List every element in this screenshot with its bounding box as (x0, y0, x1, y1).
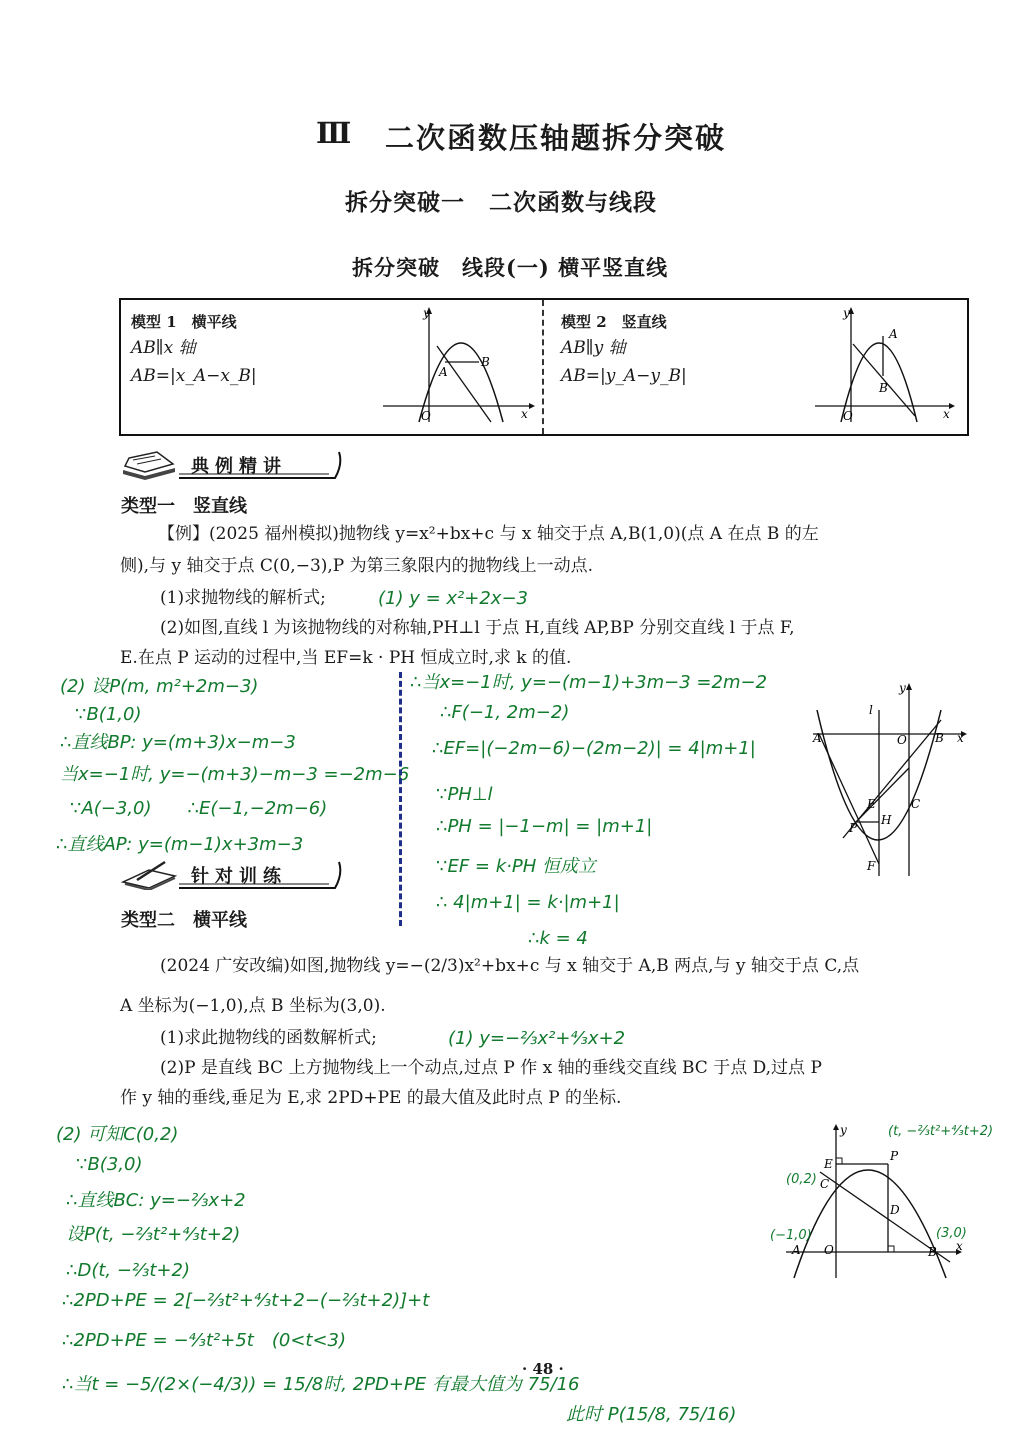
hw1-left-5: ∴直线AP: y=(m−1)x+3m−3 (56, 834, 304, 855)
model1-title: 模型 1 横平线 (131, 313, 237, 331)
type2-line2: A 坐标为(−1,0),点 B 坐标为(3,0). (120, 996, 386, 1016)
chapter-roman: Ⅲ (316, 116, 354, 150)
svg-text:O: O (824, 1243, 834, 1257)
svg-text:O: O (897, 733, 907, 747)
type2-figure (770, 1122, 970, 1282)
hw2-0: (2) 可知C(0,2) (56, 1124, 179, 1145)
hw1-right-0: ∴当x=−1时, y=−(m−1)+3m−3 =2m−2 (410, 672, 768, 693)
type1-figure (805, 680, 975, 880)
svg-text:l: l (869, 703, 873, 717)
svg-text:O: O (843, 409, 853, 423)
svg-text:y: y (423, 306, 430, 320)
model2-title: 模型 2 竖直线 (561, 313, 667, 331)
model-divider (542, 300, 544, 434)
svg-text:B: B (935, 731, 944, 745)
type2-fig-p-coord: (t, −⅔t²+⁴⁄₃t+2) (888, 1124, 994, 1139)
section-title: 拆分突破 线段(一) 横平竖直线 (352, 255, 669, 280)
hw1-right-4: ∴PH = |−1−m| = |m+1| (436, 816, 653, 837)
type1-line2: 侧),与 y 轴交于点 C(0,−3),P 为第三象限内的抛物线上一动点. (120, 556, 594, 576)
svg-text:x: x (943, 407, 950, 421)
type1-heading: 类型一 竖直线 (121, 496, 247, 517)
svg-text:y: y (840, 1123, 847, 1137)
svg-text:D: D (890, 1203, 900, 1217)
svg-text:O: O (421, 409, 431, 423)
type1-answer1: (1) y = x²+2x−3 (378, 588, 528, 609)
hw2-8: 此时 P(15/8, 75/16) (566, 1404, 737, 1425)
svg-text:P: P (890, 1149, 899, 1163)
hw2-3: 设P(t, −⅔t²+⁴⁄₃t+2) (66, 1224, 241, 1245)
svg-text:B: B (481, 355, 490, 369)
training-banner (119, 856, 349, 892)
model1-figure (379, 304, 539, 426)
pen-icon (119, 856, 179, 890)
hw1-right-3: ∵PH⊥l (436, 784, 493, 805)
hw1-right-5: ∵EF = k·PH 恒成立 (436, 856, 596, 877)
type2-q1: (1)求此抛物线的函数解析式; (160, 1028, 377, 1048)
svg-text:H: H (881, 813, 892, 827)
type2-fig-b-coord: (3,0) (936, 1226, 967, 1241)
svg-text:B: B (879, 381, 888, 395)
hw-divider (399, 672, 402, 926)
svg-text:A: A (792, 1243, 801, 1257)
page-number: · 48 · (522, 1360, 564, 1378)
svg-text:y: y (843, 306, 850, 320)
type2-line1: (2024 广安改编)如图,抛物线 y=−(2/3)x²+bx+c 与 x 轴交于 A,B 两点,与 y 轴交于点 C,点 (160, 956, 860, 976)
page-title: 二次函数压轴题拆分突破 (385, 121, 727, 155)
type1-q2a: (2)如图,直线 l 为该抛物线的对称轴,PH⊥l 于点 H,直线 AP,BP 分别交直线 l 于点 F, (160, 618, 795, 638)
type1-q1: (1)求抛物线的解析式; (160, 588, 326, 608)
svg-text:x: x (521, 407, 528, 421)
model1-line1: AB∥x 轴 (131, 338, 196, 358)
type1-q2b: E.在点 P 运动的过程中,当 EF=k · PH 恒成立时,求 k 的值. (120, 648, 572, 668)
hw1-left-3: 当x=−1时, y=−(m+3)−m−3 =−2m−6 (60, 764, 410, 785)
hw1-left-1: ∵B(1,0) (75, 704, 142, 725)
svg-text:x: x (957, 731, 964, 745)
hw1-left-4: ∵A(−3,0) ∴E(−1,−2m−6) (70, 798, 328, 819)
svg-text:y: y (899, 681, 906, 695)
model-box (119, 298, 969, 436)
hw1-right-2: ∴EF=|(−2m−6)−(2m−2)| = 4|m+1| (432, 738, 756, 759)
svg-text:E: E (824, 1157, 833, 1171)
page-subtitle: 拆分突破一 二次函数与线段 (345, 189, 657, 216)
svg-text:P: P (849, 821, 858, 835)
svg-text:B: B (928, 1245, 937, 1259)
type2-heading: 类型二 横平线 (121, 910, 247, 931)
training-title: 针对训练 (191, 866, 287, 887)
svg-text:E: E (867, 797, 876, 811)
svg-text:A: A (889, 327, 898, 341)
type2-fig-a-coord: (−1,0) (770, 1228, 812, 1243)
model2-line2: AB=|y_A−y_B| (561, 366, 687, 386)
svg-text:C: C (911, 797, 921, 811)
svg-text:C: C (820, 1177, 830, 1191)
book-icon (119, 446, 179, 480)
hw2-5: ∴2PD+PE = 2[−⅔t²+⁴⁄₃t+2−(−⅔t+2)]+t (62, 1290, 430, 1311)
model2-line1: AB∥y 轴 (561, 338, 626, 358)
hw1-left-2: ∴直线BP: y=(m+3)x−m−3 (60, 732, 296, 753)
examples-title: 典例精讲 (191, 456, 287, 477)
svg-text:F: F (867, 859, 876, 873)
svg-text:x: x (956, 1239, 963, 1253)
type2-q2a: (2)P 是直线 BC 上方抛物线上一个动点,过点 P 作 x 轴的垂线交直线 BC 于点 D,过点 P (160, 1058, 822, 1078)
hw2-7: ∴当t = −5/(2×(−4/3)) = 15/8时, 2PD+PE 有最大值为 75/16 (62, 1374, 580, 1395)
hw1-right-1: ∴F(−1, 2m−2) (440, 702, 570, 723)
hw1-right-7: ∴k = 4 (528, 928, 588, 949)
examples-banner (119, 446, 349, 482)
type1-line1: 【例】(2025 福州模拟)抛物线 y=x²+bx+c 与 x 轴交于点 A,B(1,0)(点 A 在点 B 的左 (158, 524, 819, 544)
hw2-4: ∴D(t, −⅔t+2) (66, 1260, 190, 1281)
hw2-1: ∵B(3,0) (76, 1154, 143, 1175)
model1-line2: AB=|x_A−x_B| (131, 366, 257, 386)
hw1-right-6: ∴ 4|m+1| = k·|m+1| (436, 892, 620, 913)
hw2-6: ∴2PD+PE = −⁴⁄₃t²+5t (0<t<3) (62, 1330, 347, 1351)
svg-text:A: A (813, 731, 822, 745)
hw1-left-0: (2) 设P(m, m²+2m−3) (60, 676, 259, 697)
model2-figure (811, 304, 961, 426)
type2-answer1: (1) y=−⅔x²+⁴⁄₃x+2 (448, 1028, 626, 1049)
type2-fig-c-coord: (0,2) (786, 1172, 817, 1187)
svg-text:A: A (439, 365, 448, 379)
hw2-2: ∴直线BC: y=−⅔x+2 (66, 1190, 246, 1211)
type2-q2b: 作 y 轴的垂线,垂足为 E,求 2PD+PE 的最大值及此时点 P 的坐标. (120, 1088, 622, 1108)
